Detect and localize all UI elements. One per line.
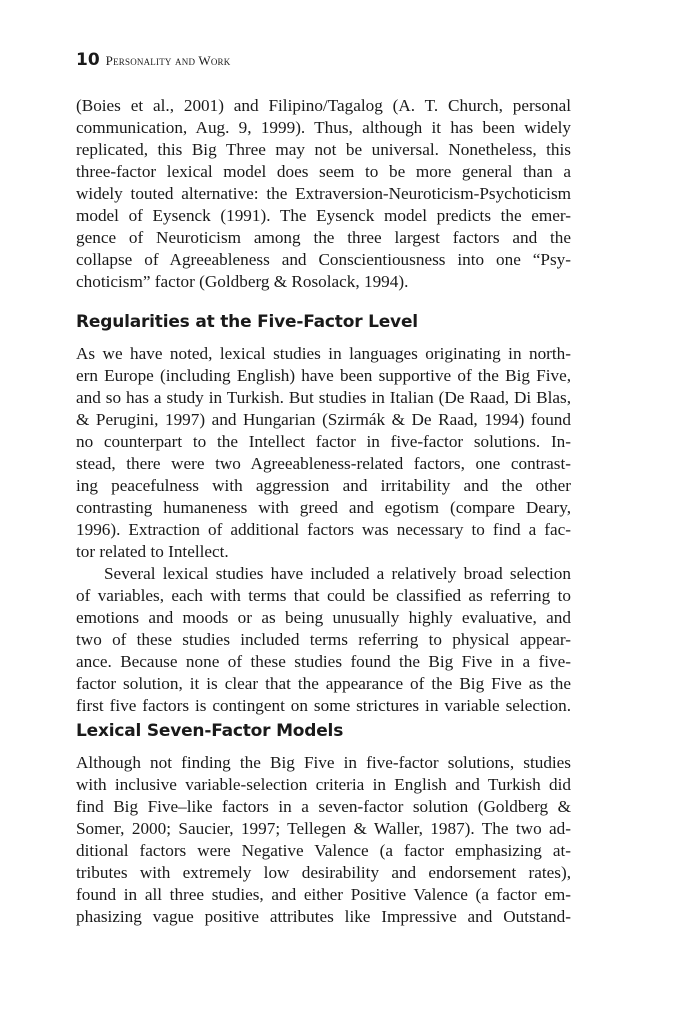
text-line: stead, there were two Agreeableness-related factors, one contrast-	[76, 454, 571, 473]
text-line: ance. Because none of these studies found the Big Five in a five-	[76, 652, 571, 671]
page-number: 10	[76, 50, 100, 70]
text-line: Although not finding the Big Five in five-factor solutions, studies	[76, 753, 571, 772]
running-head	[76, 50, 230, 70]
text-line: gence of Neuroticism among the three largest factors and the	[76, 228, 571, 247]
text-line: first five factors is contingent on some strictures in variable selection.	[76, 696, 571, 715]
text-line: ern Europe (including English) have been supportive of the Big Five,	[76, 366, 571, 385]
running-title: Personality and Work	[105, 53, 231, 68]
text-line: tributes with extremely low desirability and endorsement rates),	[76, 863, 571, 882]
text-line: with inclusive variable-selection criteria in English and Turkish did	[76, 775, 571, 794]
text-line: ditional factors were Negative Valence (a factor emphasizing at-	[76, 841, 571, 860]
text-line: three-factor lexical model does seem to be more general than a	[76, 162, 571, 181]
text-line: choticism” factor (Goldberg & Rosolack, 1994).	[76, 272, 409, 291]
text-line: two of these studies included terms referring to physical appear-	[76, 630, 571, 649]
text-line: 1996). Extraction of additional factors was necessary to find a fac-	[76, 520, 571, 539]
text-line: communication, Aug. 9, 1999). Thus, although it has been widely	[76, 118, 571, 137]
text-line: & Perugini, 1997) and Hungarian (Szirmák & De Raad, 1994) found	[76, 410, 571, 429]
text-line: collapse of Agreeableness and Conscientiousness into one “Psy-	[76, 250, 571, 269]
text-line: and so has a study in Turkish. But studies in Italian (De Raad, Di Blas,	[76, 388, 571, 407]
text-line: model of Eysenck (1991). The Eysenck model predicts the emer-	[76, 206, 571, 225]
section-heading: Lexical Seven-Factor Models	[76, 721, 344, 741]
text-line: Somer, 2000; Saucier, 1997; Tellegen & Waller, 1987). The two ad-	[76, 819, 571, 838]
text-line: of variables, each with terms that could be classified as referring to	[76, 586, 571, 605]
text-line: ing peacefulness with aggression and irritability and the other	[76, 476, 571, 495]
text-line: emotions and moods or as being unusually highly evaluative, and	[76, 608, 571, 627]
text-line: factor solution, it is clear that the appearance of the Big Five as the	[76, 674, 571, 693]
text-line: widely touted alternative: the Extraversion-Neuroticism-Psychoticism	[76, 184, 571, 203]
text-line: replicated, this Big Three may not be universal. Nonetheless, this	[76, 140, 571, 159]
text-line: no counterpart to the Intellect factor in five-factor solutions. In-	[76, 432, 571, 451]
text-line: Several lexical studies have included a relatively broad selection	[104, 564, 571, 583]
text-line: found in all three studies, and either Positive Valence (a factor em-	[76, 885, 571, 904]
section-heading: Regularities at the Five-Factor Level	[76, 312, 418, 332]
text-line: find Big Five–like factors in a seven-factor solution (Goldberg &	[76, 797, 571, 816]
text-line: As we have noted, lexical studies in languages originating in north-	[76, 344, 571, 363]
text-line: (Boies et al., 2001) and Filipino/Tagalog (A. T. Church, personal	[76, 96, 571, 115]
text-line: phasizing vague positive attributes like Impressive and Outstand-	[76, 907, 571, 926]
text-line: tor related to Intellect.	[76, 542, 229, 561]
text-line: contrasting humaneness with greed and egotism (compare Deary,	[76, 498, 571, 517]
